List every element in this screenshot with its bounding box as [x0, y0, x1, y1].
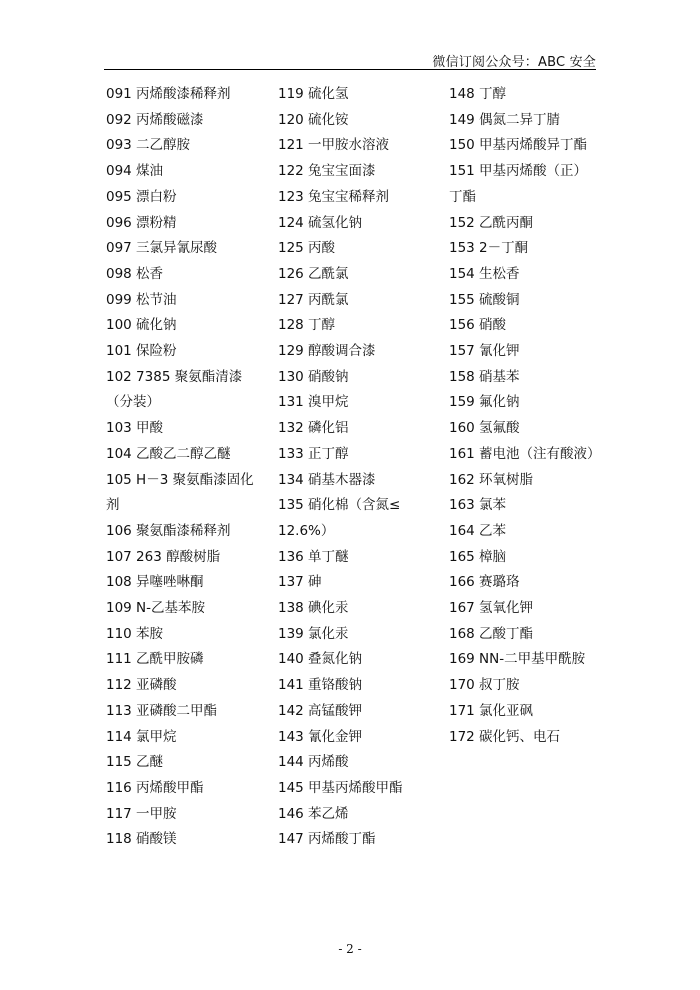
list-item: 132 磷化铝	[278, 420, 349, 437]
list-item: 133 正丁醇	[278, 445, 349, 462]
list-item: 172 碳化钙、电石	[449, 728, 561, 745]
list-item: 134 硝基木器漆	[278, 471, 376, 488]
list-item: 115 乙醚	[106, 754, 164, 771]
list-item-continuation: （分装）	[106, 394, 160, 411]
list-item: 124 硫氢化钠	[278, 214, 363, 231]
list-item: 166 赛璐珞	[449, 574, 520, 591]
column-2	[278, 82, 428, 853]
list-item: 171 氯化亚砜	[449, 702, 534, 719]
list-item: 117 一甲胺	[106, 805, 177, 822]
list-item: 094 煤油	[106, 163, 164, 180]
list-item: 099 松节油	[106, 291, 177, 308]
list-item: 137 砷	[278, 574, 322, 591]
list-item: 168 乙酸丁酯	[449, 625, 534, 642]
list-item: 161 蓄电池（注有酸液）	[449, 445, 601, 462]
list-item: 160 氢氟酸	[449, 420, 520, 437]
list-item-continuation: 12.6%）	[278, 522, 335, 539]
list-item: 167 氢氧化钾	[449, 600, 534, 617]
list-item: 145 甲基丙烯酸甲酯	[278, 779, 403, 796]
list-item: 119 硫化氢	[278, 86, 349, 102]
list-item: 164 乙苯	[449, 522, 507, 539]
list-item: 169 NN-二甲基甲酰胺	[449, 651, 586, 668]
list-item: 157 氰化钾	[449, 343, 520, 360]
list-item: 127 丙酰氯	[278, 291, 349, 308]
list-item: 102 7385 聚氨酯清漆	[106, 368, 243, 385]
header-account: 微信订阅公众号：ABC 安全	[432, 55, 596, 70]
list-item: 129 醇酸调合漆	[278, 343, 376, 360]
list-item: 121 一甲胺水溶液	[278, 137, 390, 154]
list-item: 148 丁醇	[449, 86, 507, 102]
list-item: 105 H－3 聚氨酯漆固化	[106, 471, 254, 488]
list-item: 093 二乙醇胺	[106, 137, 191, 154]
list-item: 125 丙酸	[278, 240, 336, 257]
list-item-continuation: 剂	[106, 497, 120, 514]
list-item: 101 保险粉	[106, 343, 177, 360]
list-item: 100 硫化钠	[106, 317, 177, 334]
list-item: 154 生松香	[449, 265, 520, 282]
list-item: 139 氯化汞	[278, 625, 349, 642]
list-item: 151 甲基丙烯酸（正）	[449, 163, 588, 180]
list-item: 103 甲酸	[106, 420, 164, 437]
list-item: 149 偶氮二异丁腈	[449, 111, 561, 128]
list-item: 158 硝基苯	[449, 368, 520, 385]
list-item: 126 乙酰氯	[278, 265, 349, 282]
list-item: 128 丁醇	[278, 317, 336, 334]
list-item: 091 丙烯酸漆稀释剂	[106, 86, 231, 102]
list-item: 143 氰化金钾	[278, 728, 363, 745]
list-item: 122 兔宝宝面漆	[278, 163, 376, 180]
list-item: 140 叠氮化钠	[278, 651, 363, 668]
list-item: 141 重铬酸钠	[278, 677, 363, 694]
list-item: 152 乙酰丙酮	[449, 214, 534, 231]
list-item: 155 硫酸铜	[449, 291, 520, 308]
column-3	[449, 82, 599, 750]
list-item: 097 三氯异氰尿酸	[106, 240, 218, 257]
list-item: 144 丙烯酸	[278, 754, 349, 771]
list-item: 112 亚磷酸	[106, 677, 177, 694]
list-item: 095 漂白粉	[106, 188, 177, 205]
list-item: 159 氟化钠	[449, 394, 520, 411]
header-divider	[104, 69, 596, 70]
list-item: 116 丙烯酸甲酯	[106, 779, 204, 796]
list-item: 170 叔丁胺	[449, 677, 520, 694]
list-item: 131 溴甲烷	[278, 394, 349, 411]
list-item: 113 亚磷酸二甲酯	[106, 702, 218, 719]
list-item: 147 丙烯酸丁酯	[278, 831, 376, 848]
list-item: 114 氯甲烷	[106, 728, 177, 745]
list-item: 096 漂粉精	[106, 214, 177, 231]
list-item: 104 乙酸乙二醇乙醚	[106, 445, 231, 462]
list-item: 098 松香	[106, 265, 164, 282]
list-item: 138 碘化汞	[278, 600, 349, 617]
list-item: 146 苯乙烯	[278, 805, 349, 822]
column-1	[106, 82, 266, 853]
list-item: 123 兔宝宝稀释剂	[278, 188, 390, 205]
list-item: 111 乙酰甲胺磷	[106, 651, 204, 668]
list-item: 110 苯胺	[106, 625, 164, 642]
list-item: 163 氯苯	[449, 497, 507, 514]
list-item: 108 异噻唑啉酮	[106, 574, 204, 591]
list-item: 165 樟脑	[449, 548, 507, 565]
list-item: 106 聚氨酯漆稀释剂	[106, 522, 231, 539]
list-item-continuation: 丁酯	[449, 188, 476, 205]
list-item: 120 硫化铵	[278, 111, 349, 128]
list-item: 136 单丁醚	[278, 548, 349, 565]
list-item: 130 硝酸钠	[278, 368, 349, 385]
list-item: 118 硝酸镁	[106, 831, 177, 848]
list-item: 092 丙烯酸磁漆	[106, 111, 204, 128]
list-item: 142 高锰酸钾	[278, 702, 363, 719]
list-item: 109 N-乙基苯胺	[106, 600, 206, 617]
list-item: 162 环氧树脂	[449, 471, 534, 488]
list-item: 156 硝酸	[449, 317, 507, 334]
list-item: 135 硝化棉（含氮≤	[278, 497, 401, 514]
list-item: 150 甲基丙烯酸异丁酯	[449, 137, 588, 154]
list-item: 153 2－丁酮	[449, 240, 529, 257]
page-number: - 2 -	[338, 942, 362, 956]
list-item: 107 263 醇酸树脂	[106, 548, 221, 565]
